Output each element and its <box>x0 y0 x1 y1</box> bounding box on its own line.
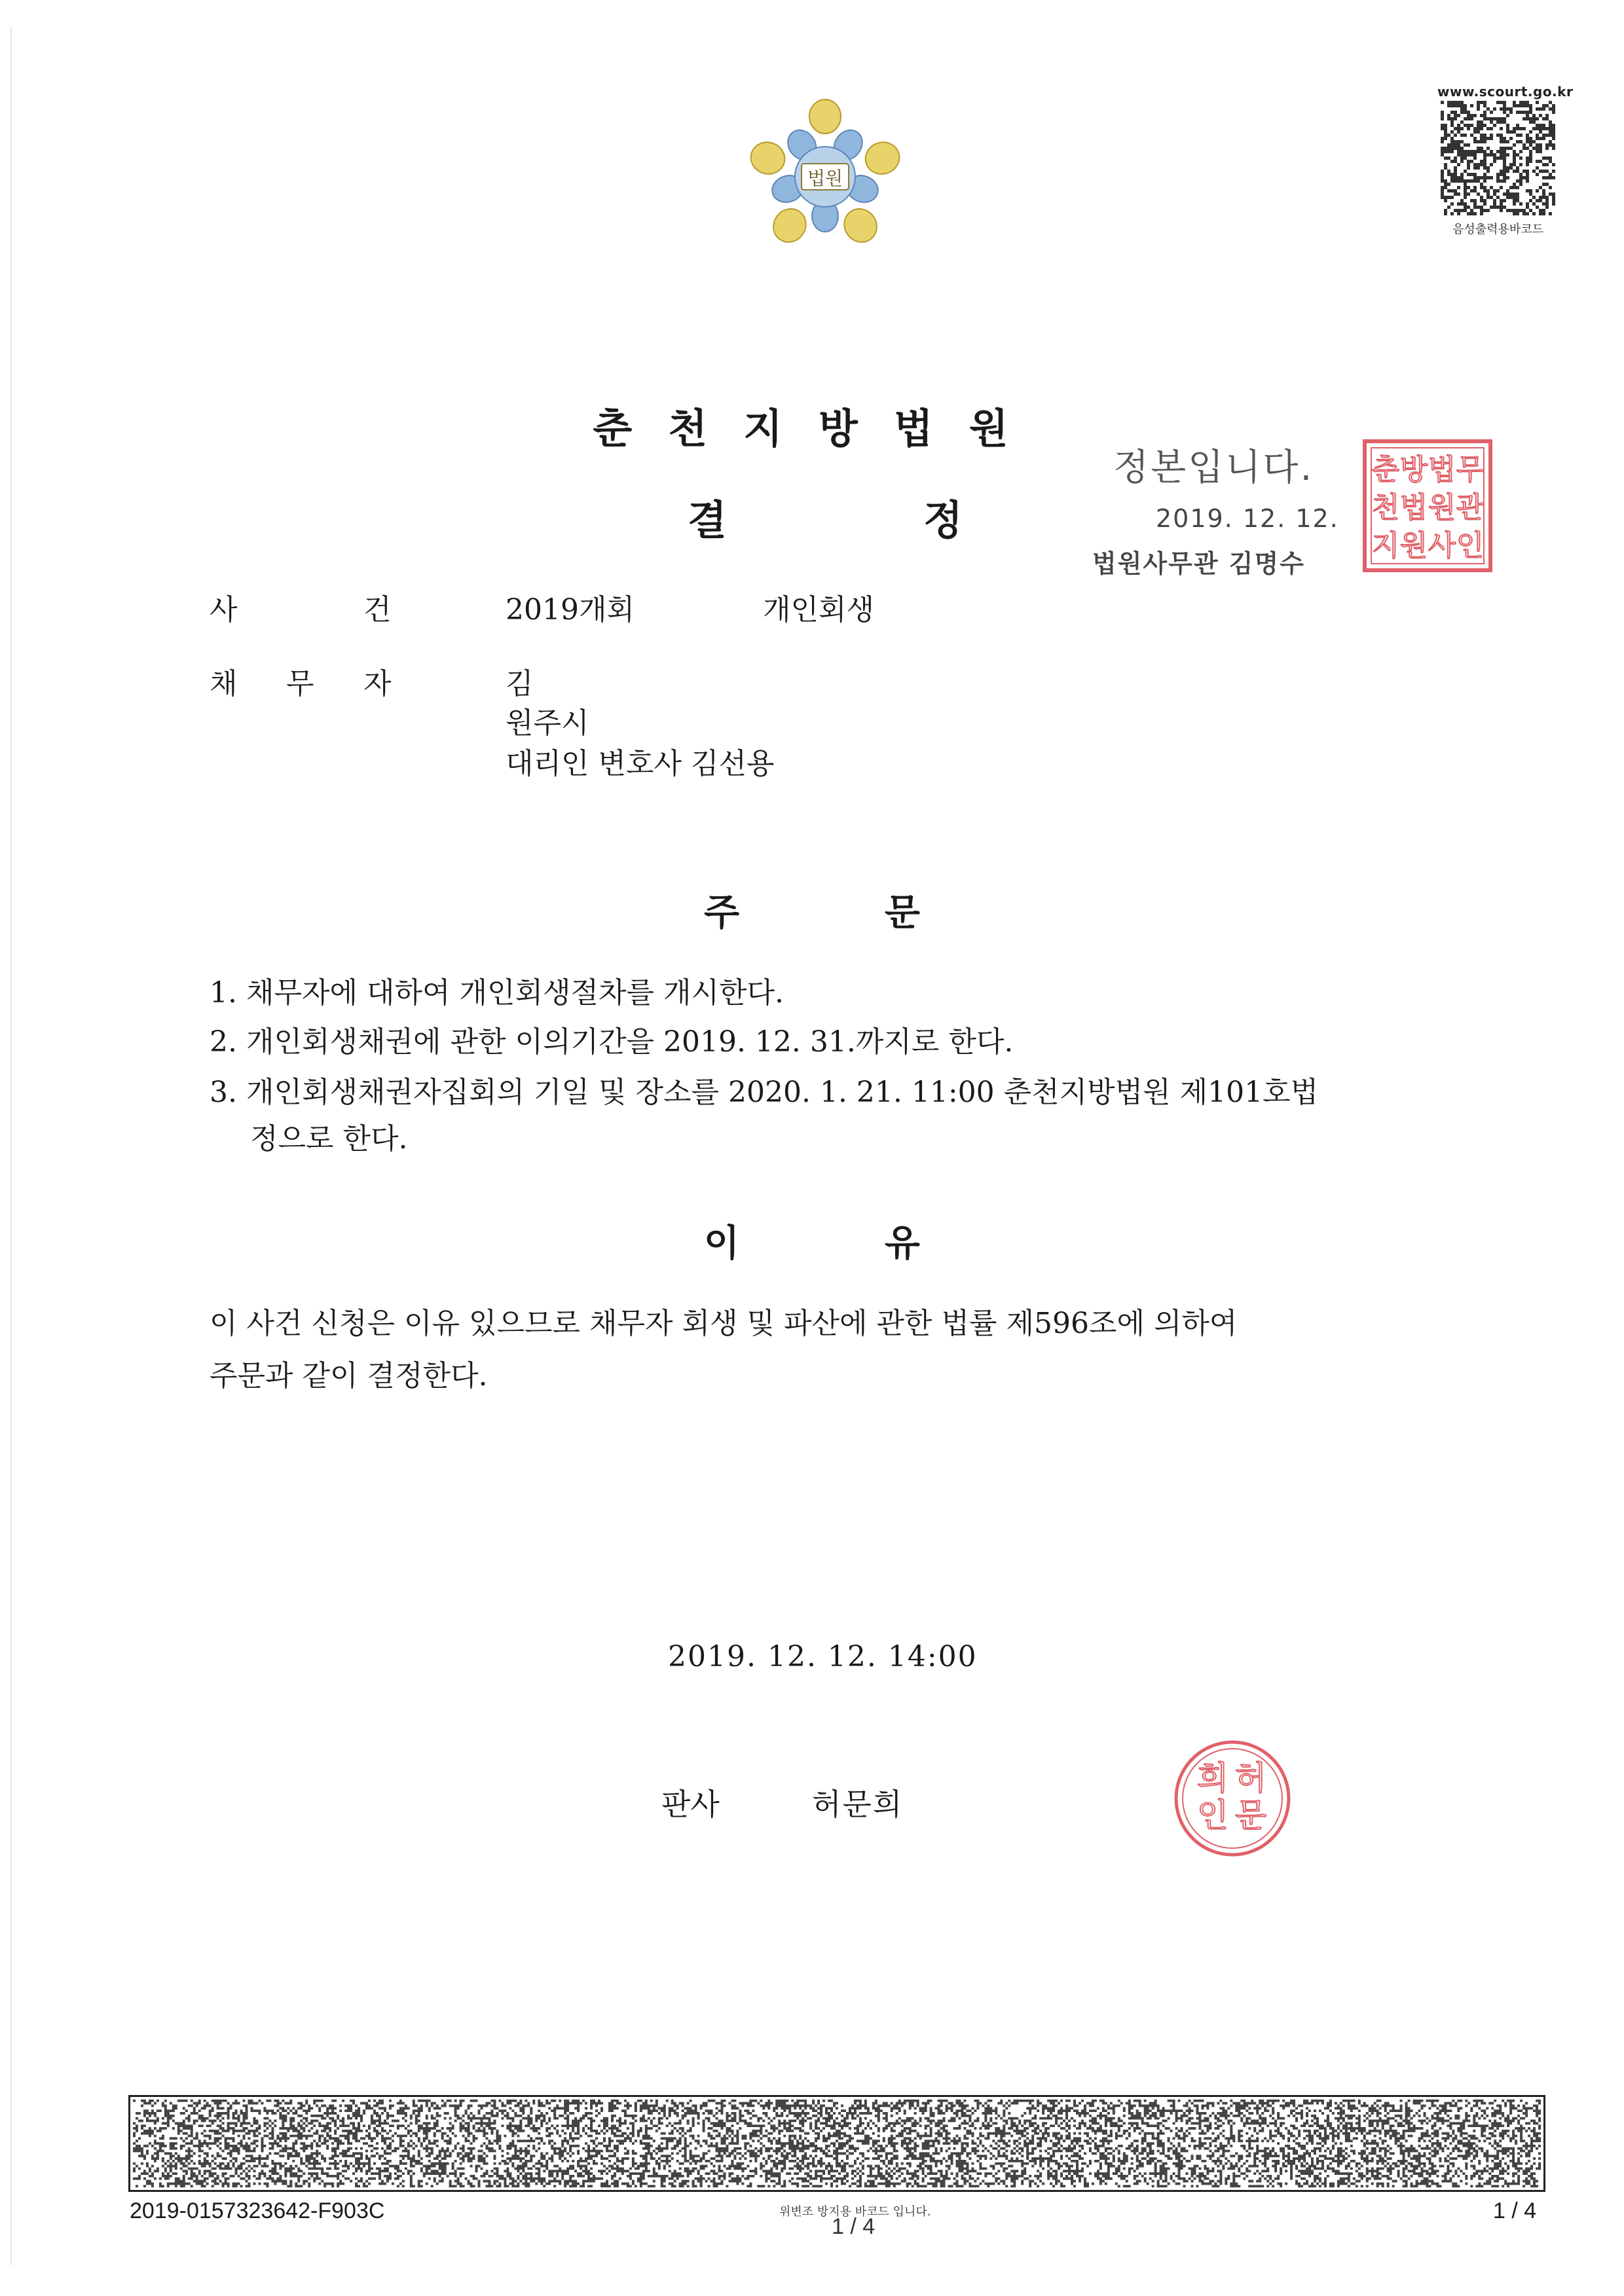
reason-title-right: 유 <box>884 1222 920 1265</box>
case-type: 개인회생 <box>763 593 875 627</box>
doc-title <box>688 488 963 546</box>
order-item-3: 3. 개인회생채권자집회의 기일 및 장소를 2020. 1. 21. 11:00 춘천지방법원 제101호법 <box>210 1076 1319 1109</box>
seal-char: 법 <box>1399 491 1428 524</box>
seal-char: 방 <box>1399 453 1428 486</box>
qr-code-icon <box>1441 101 1555 215</box>
reason-line-2: 주문과 같이 결정한다. <box>210 1359 488 1393</box>
debtor-label-1: 채 <box>210 667 238 701</box>
case-label-2: 건 <box>363 593 392 627</box>
debtor-name: 김 <box>506 667 534 701</box>
case-label-1: 사 <box>210 593 238 627</box>
seal-char: 원 <box>1399 529 1428 562</box>
seal-char: 천 <box>1371 491 1400 524</box>
seal-char: 지 <box>1371 529 1400 562</box>
seal-char: 춘 <box>1371 453 1400 486</box>
qr-url: www.scourt.go.kr <box>1437 84 1574 100</box>
court-clerk: 법원사무관 김명수 <box>1092 549 1305 578</box>
seal-char: 희 <box>1196 1759 1229 1797</box>
doc-title-left: 결 <box>688 496 727 544</box>
judge-name: 허문희 <box>812 1787 904 1822</box>
scan-edge <box>10 26 12 2265</box>
reason-title-left: 이 <box>704 1222 740 1265</box>
seal-char: 관 <box>1456 491 1485 524</box>
court-name: 춘천지방법원 <box>593 405 1044 452</box>
page-number-center: 1 / 4 <box>832 2214 876 2239</box>
debtor-label-3: 자 <box>363 667 392 701</box>
qr-caption: 음성출력용바코드 <box>1452 223 1544 236</box>
order-title-right: 문 <box>884 892 920 934</box>
court-emblem-icon <box>740 98 910 255</box>
seal-char: 사 <box>1428 529 1456 562</box>
order-item-2: 2. 개인회생채권에 관한 이의기간을 2019. 12. 31.까지로 한다. <box>210 1025 1014 1059</box>
document-id: 2019-0157323642-F903C <box>130 2198 385 2223</box>
seal-char: 원 <box>1428 491 1456 524</box>
reason-title <box>704 1214 920 1267</box>
order-title <box>704 884 920 936</box>
seal-char: 허 <box>1234 1759 1267 1797</box>
order-item-3-cont: 정으로 한다. <box>250 1122 408 1156</box>
debtor-agent: 대리인 변호사 김선용 <box>506 747 775 780</box>
seal-char: 인 <box>1196 1796 1229 1834</box>
decision-datetime: 2019. 12. 12. 14:00 <box>668 1640 978 1673</box>
order-title-left: 주 <box>704 892 740 934</box>
seal-char: 무 <box>1456 453 1485 486</box>
seal-char: 문 <box>1234 1796 1267 1834</box>
certified-copy-text: 정본입니다. <box>1113 446 1314 489</box>
page-number-right: 1 / 4 <box>1493 2198 1537 2223</box>
judge-label: 판사 <box>661 1787 720 1822</box>
clerk-seal-icon <box>1362 439 1493 573</box>
emblem-text: 법원 <box>807 168 843 189</box>
order-item-1: 1. 채무자에 대하여 개인회생절차를 개시한다. <box>210 976 784 1010</box>
doc-title-right: 정 <box>923 496 963 544</box>
reason-line-1: 이 사건 신청은 이유 있으므로 채무자 회생 및 파산에 관한 법률 제596조에 의하여 <box>210 1307 1238 1340</box>
barcode-note: 위변조 방지용 바코드 입니다. <box>779 2205 931 2219</box>
anti-forgery-barcode-icon <box>128 2095 1545 2192</box>
certified-date: 2019. 12. 12. <box>1156 504 1339 533</box>
debtor-address: 원주시 <box>506 706 589 740</box>
case-number: 2019개회 <box>506 593 635 627</box>
debtor-label-2: 무 <box>286 667 314 701</box>
judge-seal-icon <box>1172 1738 1293 1859</box>
seal-char: 법 <box>1428 453 1456 486</box>
seal-char: 인 <box>1456 529 1485 562</box>
